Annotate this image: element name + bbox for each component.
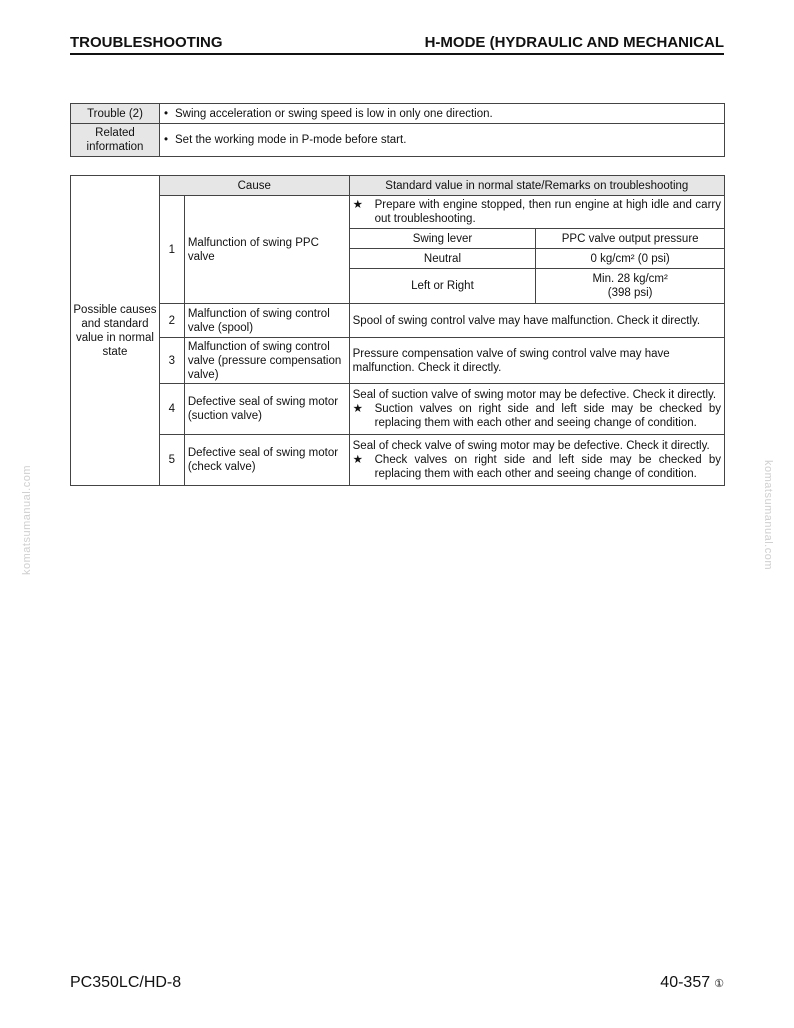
cause-text: Defective seal of swing motor (check valve): [184, 435, 349, 486]
revision-mark: ①: [714, 978, 724, 990]
cause-number: 1: [159, 196, 184, 304]
lever-position: Neutral: [349, 249, 536, 269]
remark-text: Seal of suction valve of swing motor may be defective. Check it directly. ★ Suction valves on right side and left side may be checked by replacing them with each other and seeing change of condition.: [349, 384, 724, 435]
swing-lever-header: Swing lever: [349, 229, 536, 249]
watermark-right: komatsumanual.com: [762, 460, 774, 570]
section-title: TROUBLESHOOTING: [70, 34, 223, 51]
cause-text: Defective seal of swing motor (suction valve): [184, 384, 349, 435]
cause-number: 4: [159, 384, 184, 435]
related-info-row: [71, 124, 725, 157]
cause-text: Malfunction of swing control valve (spool): [184, 304, 349, 338]
star-note: Suction valves on right side and left side may be checked by replacing them with each other and seeing change of condition.: [374, 403, 721, 429]
trouble-text: • Swing acceleration or swing speed is low in only one direction.: [160, 104, 725, 124]
cause-row-5: [71, 435, 725, 486]
star-note: Check valves on right side and left side may be checked by replacing them with each other and seeing change of condition.: [374, 454, 721, 480]
cause-text: Malfunction of swing PPC valve: [184, 196, 349, 304]
page-number: 40-357 ①: [660, 974, 724, 991]
subsection-title: H-MODE (HYDRAULIC AND MECHANICAL: [424, 34, 724, 51]
possible-causes-label: Possible causes and standard value in normal state: [71, 176, 160, 486]
causes-table: [70, 175, 725, 486]
output-pressure: Min. 28 kg/cm² (398 psi): [536, 269, 725, 304]
causes-header-row: [71, 176, 725, 196]
cause-row-1: [71, 196, 725, 229]
remark-note: ★ Prepare with engine stopped, then run engine at high idle and carry out troubleshooting.: [349, 196, 724, 229]
ppc-pressure-header: PPC valve output pressure: [536, 229, 725, 249]
cause-row-2: [71, 304, 725, 338]
cause-text: Malfunction of swing control valve (pressure compensation valve): [184, 338, 349, 384]
related-info-label: Related information: [71, 124, 160, 157]
remark-text: Pressure compensation valve of swing control valve may have malfunction. Check it directly.: [349, 338, 724, 384]
cause-column-header: Cause: [159, 176, 349, 196]
remark-text: Seal of check valve of swing motor may be defective. Check it directly. ★ Check valves on right side and left side may be checked by replacing them with each other and seeing change of condition.: [349, 435, 724, 486]
cause-number: 2: [159, 304, 184, 338]
output-pressure: 0 kg/cm² (0 psi): [536, 249, 725, 269]
lever-position: Left or Right: [349, 269, 536, 304]
standard-column-header: Standard value in normal state/Remarks on troubleshooting: [349, 176, 724, 196]
trouble-label: Trouble (2): [71, 104, 160, 124]
trouble-row: [71, 104, 725, 124]
cause-number: 5: [159, 435, 184, 486]
cause-number: 3: [159, 338, 184, 384]
cause-row-3: [71, 338, 725, 384]
watermark-left: komatsumanual.com: [21, 465, 33, 575]
page-header: [70, 33, 724, 55]
trouble-info-table: [70, 103, 725, 157]
model-number: PC350LC/HD-8: [70, 974, 182, 991]
cause-row-4: [71, 384, 725, 435]
remark-text: Spool of swing control valve may have malfunction. Check it directly.: [349, 304, 724, 338]
related-info-text: • Set the working mode in P-mode before start.: [160, 124, 725, 157]
